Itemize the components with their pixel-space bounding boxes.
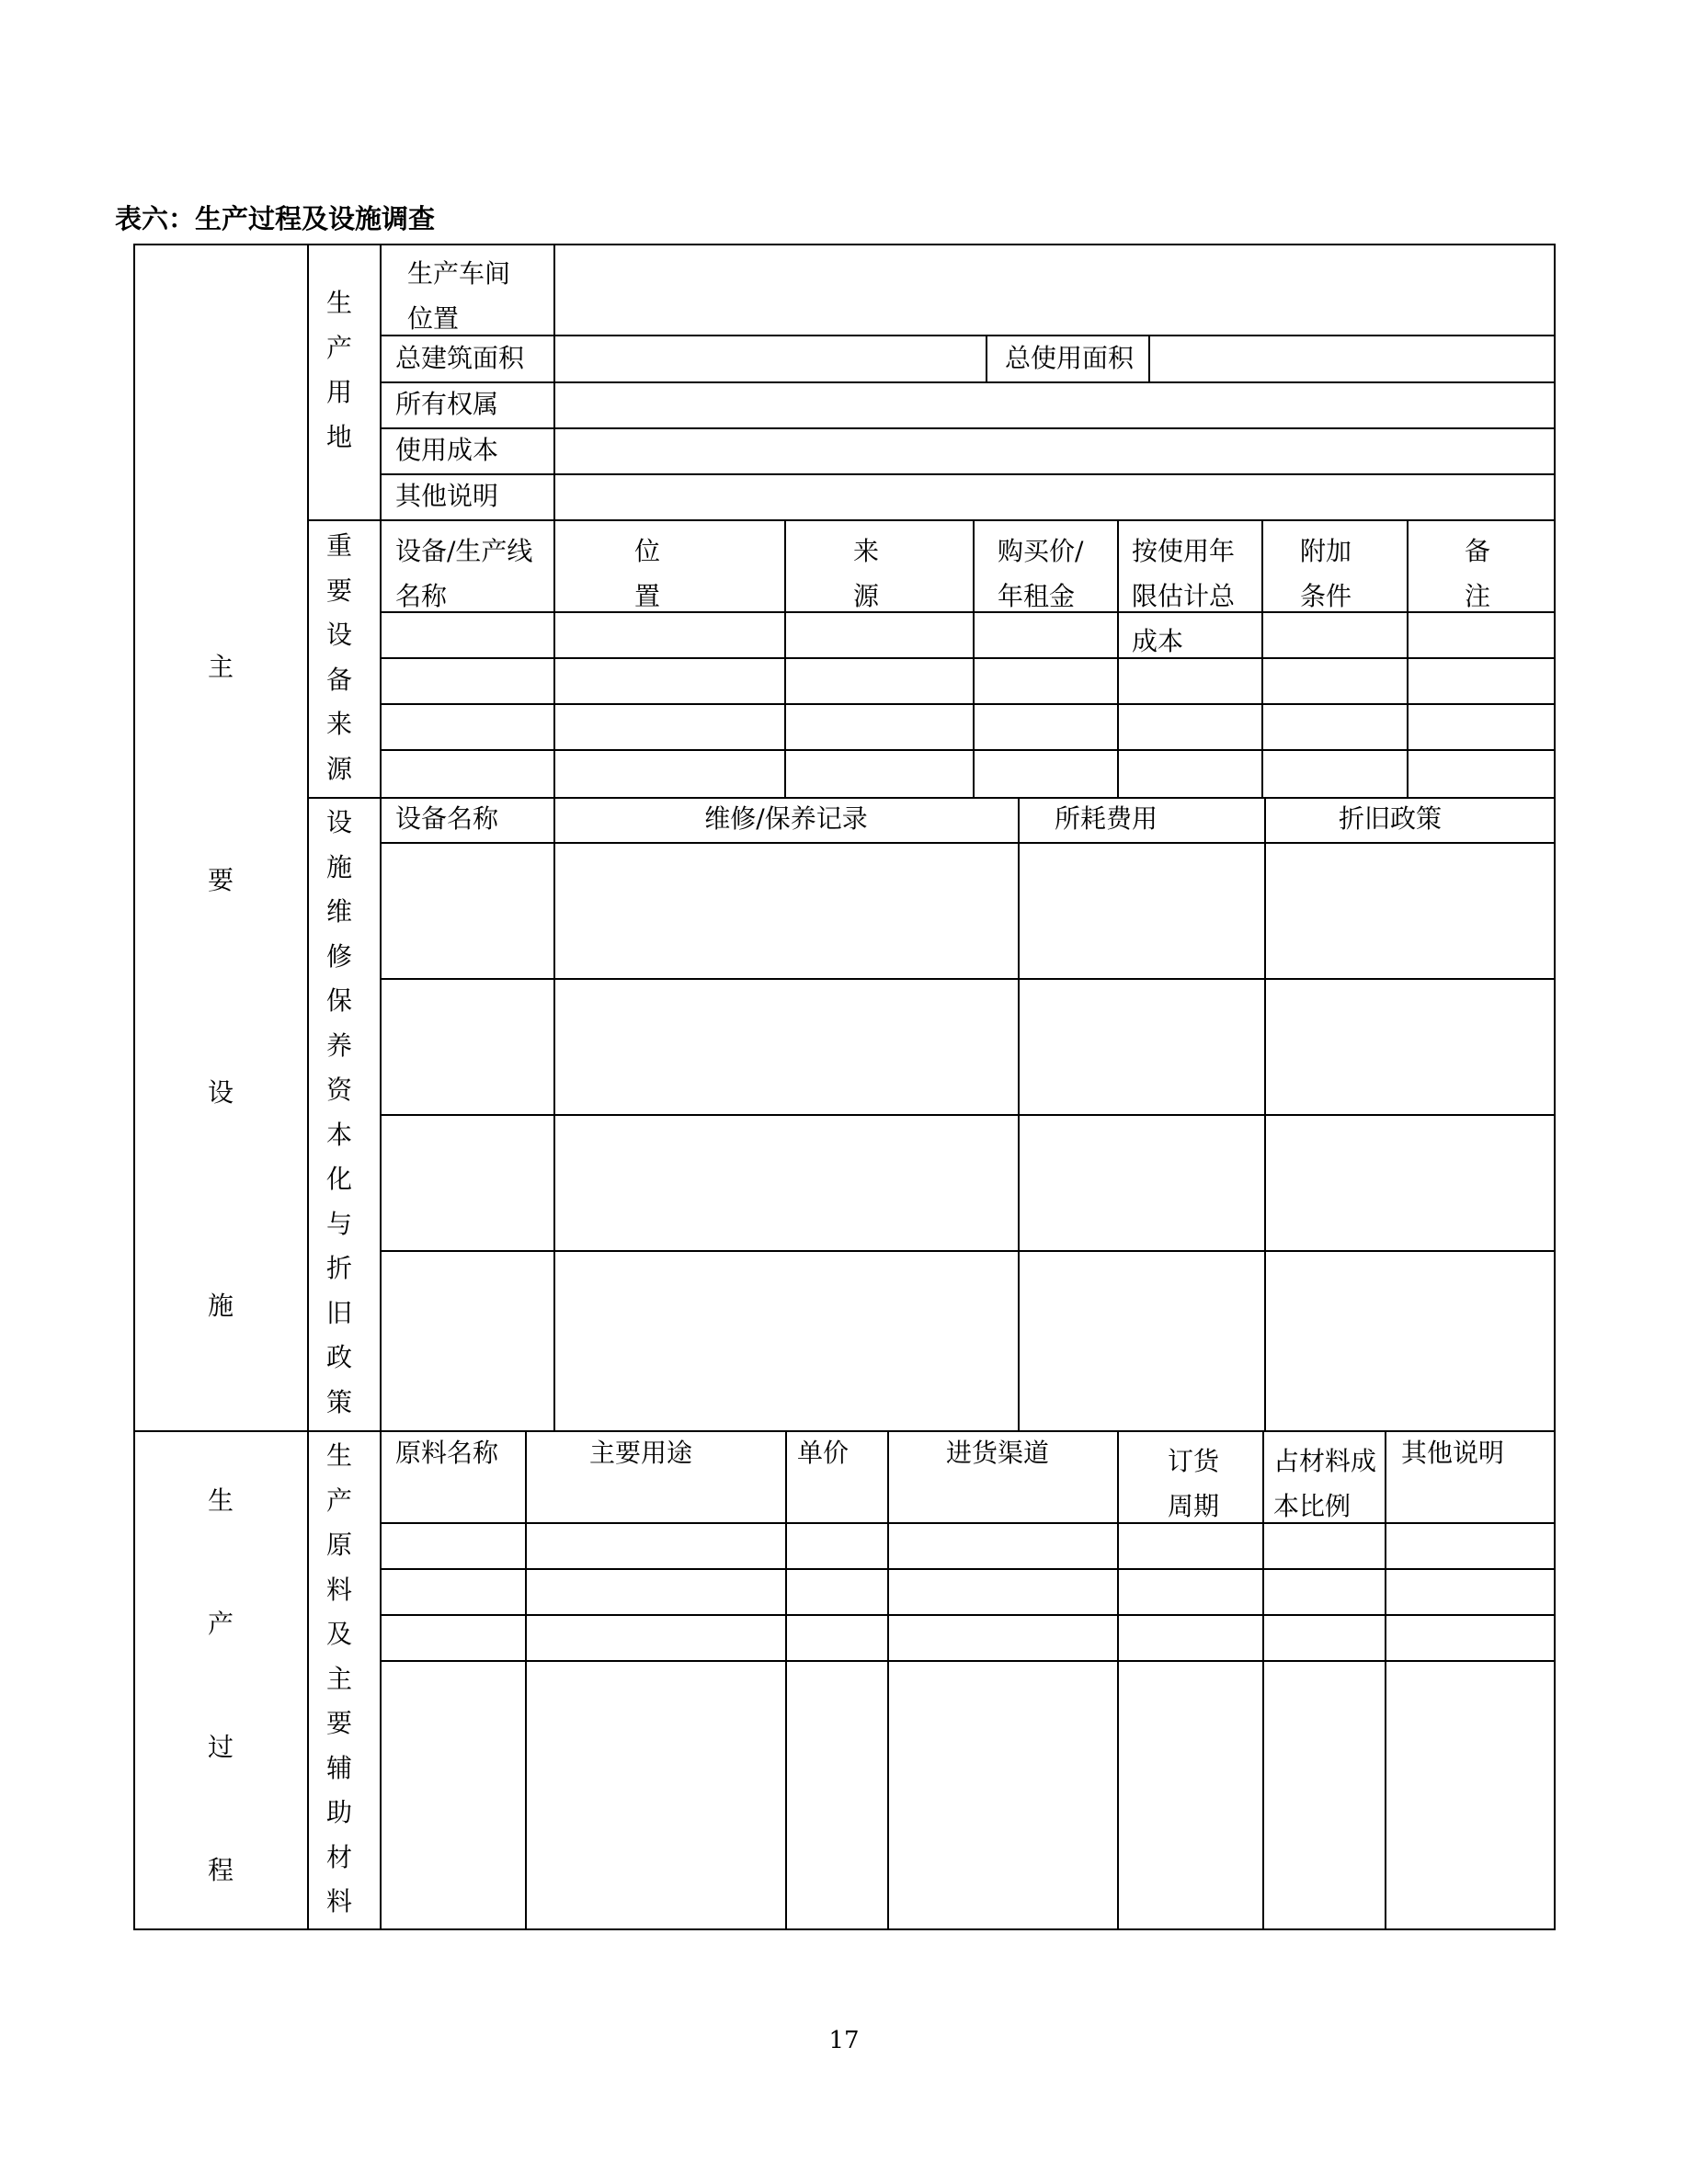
maintenance-row-line [380, 1250, 1554, 1252]
materials-name-header: 原料名称 [395, 1438, 499, 1468]
vertical-char: 维 [325, 896, 352, 927]
vertical-text [325, 808, 354, 1432]
group-label-materials [325, 1441, 354, 1932]
equipment-source-header: 来源 [852, 536, 879, 611]
divider-land-equipment [307, 519, 1554, 521]
page-number: 17 [828, 2027, 860, 2054]
vertical-text [325, 1441, 354, 1932]
section-label-main-facilities [206, 653, 235, 1321]
survey-form [133, 244, 1554, 1928]
equipment-name-header: 设备/生产线名称 [395, 536, 533, 611]
vertical-char: 化 [325, 1164, 352, 1194]
materials-col-line [525, 1430, 527, 1928]
maintenance-cost-header: 所耗费用 [1054, 803, 1158, 834]
maintenance-record-header: 维修/保养记录 [704, 803, 868, 834]
vertical-char: 材 [325, 1841, 352, 1872]
divider-section-group [307, 244, 309, 1930]
land-area-divider [1148, 335, 1150, 381]
materials-col-line [887, 1430, 889, 1928]
vertical-char: 产 [325, 332, 352, 363]
vertical-char: 原 [325, 1530, 352, 1560]
equipment-row-line [380, 703, 1554, 705]
group-label-land [325, 289, 354, 467]
vertical-char: 资 [325, 1075, 352, 1105]
equipment-row-line [380, 749, 1554, 751]
workshop-location-label: 生产车间位置 [407, 258, 511, 334]
group-label-maintenance [325, 808, 354, 1432]
materials-unit-price-header: 单价 [797, 1438, 850, 1468]
vertical-char: 设 [325, 807, 352, 837]
equipment-location-header: 位置 [633, 536, 660, 611]
vertical-char: 要 [325, 1708, 352, 1738]
vertical-text [325, 531, 354, 799]
maintenance-col-line [1018, 797, 1020, 1430]
divider-equipment-maintenance [307, 797, 1554, 799]
vertical-char: 用 [325, 377, 352, 407]
vertical-text [206, 653, 235, 1321]
vertical-text [206, 1486, 235, 1885]
vertical-char: 地 [325, 421, 352, 452]
materials-cycle-header: 订货周期 [1168, 1446, 1220, 1521]
materials-use-header: 主要用途 [588, 1438, 693, 1468]
equipment-col-line [1407, 519, 1409, 797]
materials-cost-ratio-header: 占材料成本比例 [1273, 1446, 1377, 1521]
vertical-char: 产 [325, 1484, 352, 1516]
vertical-char: 政 [325, 1342, 352, 1372]
vertical-char: 保 [325, 985, 352, 1016]
maintenance-col-line [553, 797, 555, 1430]
page-title: 表六：生产过程及设施调查 [115, 203, 436, 234]
vertical-char: 折 [325, 1253, 352, 1283]
other-notes-label: 其他说明 [395, 481, 499, 511]
land-area-divider [986, 335, 987, 381]
vertical-char: 产 [207, 1609, 234, 1639]
divider-group-content [380, 244, 382, 1930]
land-row-line [380, 381, 1554, 383]
equipment-row-line [380, 611, 1554, 613]
equipment-estimated-cost-header: 按使用年限估计总成本 [1132, 536, 1236, 656]
equipment-col-line [1261, 519, 1263, 797]
vertical-char: 要 [207, 864, 234, 895]
total-use-area-label: 总使用面积 [1005, 343, 1135, 373]
frame-right [1554, 244, 1556, 1930]
vertical-char: 修 [325, 940, 352, 972]
vertical-text [325, 289, 354, 467]
equipment-col-line [784, 519, 786, 797]
equipment-conditions-header: 附加条件 [1300, 536, 1352, 611]
land-row-line [380, 335, 1554, 336]
materials-col-line [785, 1430, 787, 1928]
land-label-divider [553, 244, 555, 519]
vertical-char: 及 [325, 1619, 352, 1649]
materials-col-line [1385, 1430, 1386, 1928]
maintenance-row-line [380, 1114, 1554, 1116]
vertical-char: 源 [325, 753, 352, 784]
maintenance-row-line [380, 842, 1554, 844]
vertical-char: 重 [325, 530, 352, 561]
frame-top [133, 244, 1554, 245]
equipment-price-header: 购买价/年租金 [998, 536, 1084, 611]
vertical-char: 要 [325, 574, 352, 606]
frame-left [133, 244, 135, 1930]
land-row-line [380, 473, 1554, 475]
equipment-col-line [973, 519, 975, 797]
vertical-char: 过 [207, 1732, 234, 1762]
materials-col-line [1117, 1430, 1119, 1928]
vertical-char: 养 [325, 1029, 352, 1061]
vertical-char: 策 [325, 1386, 352, 1417]
materials-channel-header: 进货渠道 [945, 1438, 1050, 1468]
materials-notes-header: 其他说明 [1401, 1438, 1505, 1468]
group-label-equipment [325, 531, 354, 799]
maintenance-name-header: 设备名称 [395, 803, 499, 834]
vertical-char: 生 [325, 1440, 352, 1471]
vertical-char: 主 [207, 652, 234, 682]
equipment-col-line [1117, 519, 1119, 797]
vertical-char: 料 [325, 1886, 352, 1917]
vertical-char: 设 [325, 620, 352, 650]
vertical-char: 与 [325, 1208, 352, 1239]
equipment-col-line [553, 519, 555, 797]
equipment-row-line [380, 657, 1554, 659]
vertical-char: 来 [325, 709, 352, 739]
vertical-char: 旧 [325, 1297, 352, 1328]
vertical-char: 施 [325, 851, 352, 882]
use-cost-label: 使用成本 [395, 435, 499, 465]
ownership-label: 所有权属 [395, 389, 499, 419]
section-label-production-process [206, 1486, 235, 1885]
vertical-char: 生 [207, 1485, 234, 1516]
vertical-char: 备 [325, 664, 352, 695]
materials-row-line [380, 1614, 1554, 1616]
vertical-char: 设 [207, 1077, 234, 1109]
vertical-char: 程 [207, 1855, 234, 1885]
materials-row-line [380, 1660, 1554, 1662]
vertical-char: 本 [325, 1119, 352, 1150]
equipment-remarks-header: 备注 [1464, 536, 1490, 611]
vertical-char: 辅 [325, 1752, 352, 1783]
vertical-char: 料 [325, 1574, 352, 1605]
maintenance-row-line [380, 978, 1554, 980]
maintenance-depreciation-header: 折旧政策 [1338, 803, 1443, 834]
land-row-line [380, 427, 1554, 429]
vertical-char: 生 [325, 288, 352, 318]
materials-col-line [1262, 1430, 1264, 1928]
materials-row-line [380, 1568, 1554, 1570]
total-building-area-label: 总建筑面积 [395, 343, 525, 373]
vertical-char: 助 [325, 1797, 352, 1827]
vertical-char: 施 [207, 1290, 234, 1321]
maintenance-col-line [1264, 797, 1266, 1430]
vertical-char: 主 [325, 1663, 352, 1694]
